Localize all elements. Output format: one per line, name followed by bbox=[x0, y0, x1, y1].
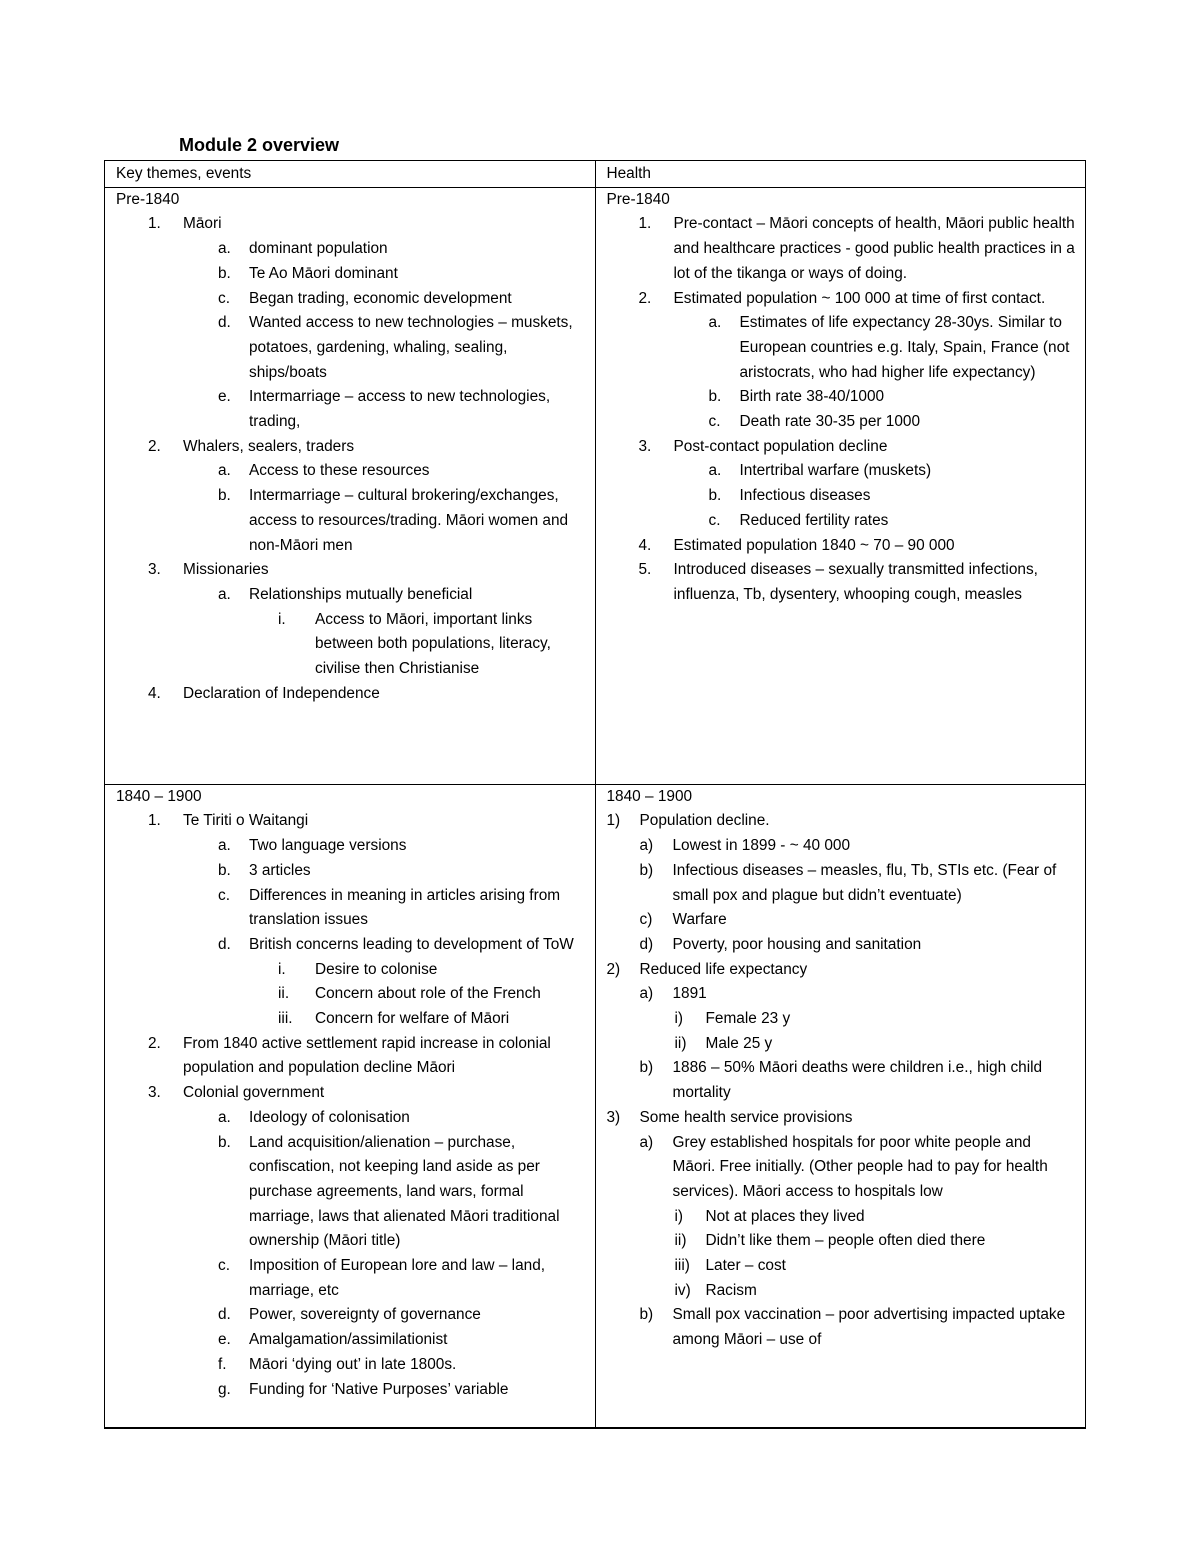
list-item bbox=[607, 809, 1077, 957]
list-item bbox=[183, 385, 586, 434]
list-item-text: Infectious diseases – measles, flu, Tb, STIs etc. (Fear of small pox and plague but didn’t eventuate) bbox=[672, 861, 1057, 904]
list-item bbox=[607, 287, 1077, 435]
list-item-text: Estimated population ~ 100 000 at time of first contact. bbox=[673, 289, 1046, 307]
period-heading: 1840 – 1900 bbox=[116, 787, 202, 805]
header-health: Health bbox=[595, 161, 1086, 188]
list-item-text: Lowest in 1899 - ~ 40 000 bbox=[672, 837, 851, 855]
list-marker: 3. bbox=[638, 437, 652, 455]
list-item-text: Death rate 30-35 per 1000 bbox=[739, 413, 921, 431]
list-marker: 2) bbox=[606, 960, 621, 978]
list-item bbox=[673, 1007, 1077, 1032]
list-item-text: Access to Māori, important links between both populations, literacy, civilise then Christianise bbox=[315, 610, 551, 678]
list-item bbox=[674, 484, 1077, 509]
list-item bbox=[640, 1056, 1077, 1105]
list-item bbox=[183, 1254, 586, 1303]
list-marker: 2. bbox=[148, 1034, 161, 1052]
list-item bbox=[183, 583, 586, 682]
list-marker: 2. bbox=[638, 289, 652, 307]
list-marker: d. bbox=[218, 1306, 231, 1324]
list-marker: b) bbox=[639, 1059, 654, 1077]
list-item bbox=[116, 212, 586, 434]
list-item-text: Some health service provisions bbox=[639, 1108, 853, 1126]
list-item bbox=[673, 1254, 1077, 1279]
list-item-text: Relationships mutually beneficial bbox=[249, 585, 473, 603]
list-marker: ii. bbox=[278, 985, 290, 1003]
list-item bbox=[640, 859, 1077, 908]
list-item-text: Small pox vaccination – poor advertising impacted uptake among Māori – use of bbox=[672, 1306, 1066, 1349]
list-item-text: Birth rate 38-40/1000 bbox=[739, 388, 885, 406]
table-header-row bbox=[105, 161, 1086, 188]
list-item-text: Post-contact population decline bbox=[673, 437, 888, 455]
cell-1840-1900-health bbox=[595, 784, 1086, 1428]
list-item bbox=[607, 212, 1077, 286]
list-marker: c. bbox=[708, 511, 721, 529]
list-marker: c. bbox=[218, 289, 230, 307]
list-marker: d. bbox=[218, 935, 231, 953]
list-item-text: Te Ao Māori dominant bbox=[249, 264, 398, 282]
list-marker: b. bbox=[218, 487, 231, 505]
list-level-2 bbox=[183, 237, 586, 435]
list-item-text: Pre-contact – Māori concepts of health, Māori public health and healthcare practices - good public health practices in a lot of the tikanga or ways of doing. bbox=[673, 215, 1075, 282]
list-marker: d. bbox=[218, 314, 231, 332]
period-heading: 1840 – 1900 bbox=[606, 787, 693, 805]
list-item-text: Not at places they lived bbox=[705, 1207, 865, 1225]
list-item bbox=[607, 558, 1077, 607]
list-item-text: Began trading, economic development bbox=[249, 289, 512, 307]
list-item-text: Intermarriage – cultural brokering/exchanges, access to resources/trading. Māori women and non-Māori men bbox=[249, 487, 569, 554]
list-item bbox=[183, 1303, 586, 1328]
list-item-text: Introduced diseases – sexually transmitted infections, influenza, Tb, dysentery, whooping cough, measles bbox=[673, 561, 1038, 603]
list-level-2 bbox=[640, 1131, 1077, 1353]
list-item bbox=[674, 311, 1077, 385]
list-item bbox=[674, 385, 1077, 410]
list-item-text: Whalers, sealers, traders bbox=[183, 437, 355, 455]
list-item bbox=[673, 1229, 1077, 1254]
list-item bbox=[607, 1106, 1077, 1353]
list-item-text: Infectious diseases bbox=[739, 487, 871, 505]
list-item-text: Concern for welfare of Māori bbox=[315, 1010, 510, 1028]
list-item-text: Intertribal warfare (muskets) bbox=[739, 462, 932, 480]
list-item bbox=[116, 809, 586, 1031]
list-item-text: Estimates of life expectancy 28-30ys. Similar to European countries e.g. Italy, Spain, France (not aristocrats, who had higher life expectancy) bbox=[739, 314, 1070, 381]
list-marker: 1. bbox=[638, 215, 652, 233]
list-item bbox=[249, 982, 586, 1007]
list-marker: b. bbox=[708, 388, 722, 406]
list-item-text: Poverty, poor housing and sanitation bbox=[672, 935, 922, 953]
list-item-text: Female 23 y bbox=[705, 1010, 791, 1028]
list-marker: i) bbox=[674, 1010, 684, 1028]
list-item-text: Desire to colonise bbox=[315, 960, 438, 978]
list-marker: 3. bbox=[148, 561, 161, 579]
list-marker: c. bbox=[708, 413, 721, 431]
list-level-2 bbox=[183, 834, 586, 1032]
list-item bbox=[673, 1032, 1077, 1057]
list-marker: a. bbox=[218, 1108, 231, 1126]
list-marker: 3. bbox=[148, 1084, 161, 1102]
list-item-text: Imposition of European lore and law – land, marriage, etc bbox=[249, 1257, 546, 1299]
list-item-text: Wanted access to new technologies – muskets, potatoes, gardening, whaling, sealing, ships/boats bbox=[249, 314, 573, 381]
list-item bbox=[116, 1081, 586, 1402]
list-marker: 1. bbox=[148, 215, 161, 233]
list-item bbox=[183, 1378, 586, 1403]
list-marker: e. bbox=[218, 388, 231, 406]
list-level-2 bbox=[640, 982, 1077, 1106]
list-item-text: Differences in meaning in articles arising from translation issues bbox=[249, 886, 561, 929]
list-item-text: 1886 – 50% Māori deaths were children i.e., high child mortality bbox=[672, 1059, 1043, 1102]
list-item-text: Reduced life expectancy bbox=[639, 960, 808, 978]
list-marker: a. bbox=[708, 462, 722, 480]
cell-pre1840-themes bbox=[105, 187, 596, 784]
list-item bbox=[673, 1205, 1077, 1230]
list-item-text: Te Tiriti o Waitangi bbox=[183, 812, 309, 830]
list-marker: iii. bbox=[278, 1010, 293, 1028]
page-title: Module 2 overview bbox=[179, 135, 340, 155]
list-item bbox=[183, 1353, 586, 1378]
list-marker: b. bbox=[218, 1133, 231, 1151]
list-level-3 bbox=[673, 1205, 1077, 1304]
list-marker: ii) bbox=[674, 1034, 687, 1052]
list-item bbox=[183, 834, 586, 859]
cell-1840-1900-themes bbox=[105, 784, 596, 1428]
list-item bbox=[607, 534, 1077, 559]
overview-table bbox=[104, 160, 1086, 1429]
list-item bbox=[640, 1303, 1077, 1352]
list-item bbox=[183, 237, 586, 262]
list-item-text: Amalgamation/assimilationist bbox=[249, 1331, 448, 1349]
list-marker: a. bbox=[218, 585, 231, 603]
list-marker: b) bbox=[639, 861, 654, 879]
list-level-3 bbox=[249, 608, 586, 682]
list-level-2 bbox=[640, 834, 1077, 958]
list-level-2 bbox=[674, 459, 1077, 533]
list-marker: a. bbox=[218, 837, 231, 855]
list-item bbox=[183, 311, 586, 385]
list-item-text: Didn’t like them – people often died there bbox=[705, 1232, 986, 1250]
list-marker: b. bbox=[218, 861, 231, 879]
list-item bbox=[183, 1131, 586, 1255]
list-item bbox=[607, 958, 1077, 1106]
list-item bbox=[249, 958, 586, 983]
list-marker: e. bbox=[218, 1331, 231, 1349]
list-item-text: Missionaries bbox=[183, 561, 269, 579]
list-marker: i. bbox=[278, 960, 286, 978]
list-item bbox=[116, 435, 586, 559]
list-item bbox=[183, 884, 586, 933]
list-item-text: Declaration of Independence bbox=[183, 684, 380, 702]
list-marker: 4. bbox=[148, 684, 161, 702]
table-row-pre-1840 bbox=[105, 187, 1086, 784]
period-heading: Pre-1840 bbox=[606, 190, 670, 208]
list-item-text: dominant population bbox=[249, 240, 388, 258]
list-item bbox=[640, 982, 1077, 1056]
list-item bbox=[674, 410, 1077, 435]
list-item bbox=[674, 509, 1077, 534]
list-item-text: Access to these resources bbox=[249, 462, 430, 480]
list-marker: a) bbox=[639, 1133, 654, 1151]
list-marker: c) bbox=[639, 911, 653, 929]
list-level-1 bbox=[116, 212, 586, 706]
list-marker: b. bbox=[708, 487, 722, 505]
list-marker: c. bbox=[218, 886, 230, 904]
list-item-text: Warfare bbox=[672, 911, 727, 929]
list-item-text: Population decline. bbox=[639, 812, 770, 830]
list-item-text: Colonial government bbox=[183, 1084, 325, 1102]
list-marker: 1) bbox=[606, 812, 621, 830]
list-marker: f. bbox=[218, 1355, 227, 1373]
list-marker: g. bbox=[218, 1380, 231, 1398]
list-marker: ii) bbox=[674, 1232, 687, 1250]
list-item bbox=[640, 834, 1077, 859]
header-key-themes: Key themes, events bbox=[105, 161, 596, 188]
list-marker: a. bbox=[708, 314, 722, 332]
list-item-text: Male 25 y bbox=[705, 1034, 773, 1052]
list-item-text: Funding for ‘Native Purposes’ variable bbox=[249, 1380, 509, 1398]
list-marker: a) bbox=[639, 985, 654, 1003]
list-item bbox=[640, 1131, 1077, 1304]
list-item-text: Māori bbox=[183, 215, 222, 233]
list-item bbox=[116, 1032, 586, 1081]
list-item bbox=[116, 558, 586, 682]
list-marker: 2. bbox=[148, 437, 161, 455]
list-item-text: From 1840 active settlement rapid increase in colonial population and population decline Māori bbox=[183, 1034, 551, 1077]
list-item-text: Two language versions bbox=[249, 837, 407, 855]
list-item bbox=[183, 1106, 586, 1131]
list-item-text: Māori ‘dying out’ in late 1800s. bbox=[249, 1355, 457, 1373]
list-item bbox=[183, 859, 586, 884]
list-item-text: Ideology of colonisation bbox=[249, 1108, 410, 1126]
list-marker: 5. bbox=[638, 561, 652, 579]
list-item bbox=[116, 682, 586, 707]
list-marker: d) bbox=[639, 935, 654, 953]
list-marker: i. bbox=[278, 610, 286, 628]
list-item bbox=[183, 262, 586, 287]
list-item-text: Later – cost bbox=[705, 1257, 786, 1275]
list-item bbox=[607, 435, 1077, 534]
list-marker: iii) bbox=[674, 1257, 690, 1275]
list-marker: b) bbox=[639, 1306, 654, 1324]
list-item-text: Reduced fertility rates bbox=[739, 511, 889, 529]
list-item-text: Concern about role of the French bbox=[315, 985, 541, 1003]
list-level-1 bbox=[607, 212, 1077, 607]
list-level-3 bbox=[673, 1007, 1077, 1056]
list-item bbox=[673, 1279, 1077, 1304]
list-item bbox=[183, 459, 586, 484]
list-level-1 bbox=[607, 809, 1077, 1352]
list-item bbox=[674, 459, 1077, 484]
list-item-text: 3 articles bbox=[249, 861, 311, 879]
list-marker: a. bbox=[218, 240, 231, 258]
cell-pre1840-health bbox=[595, 187, 1086, 784]
list-item bbox=[183, 484, 586, 558]
list-item-text: Intermarriage – access to new technologies, trading, bbox=[249, 388, 551, 431]
list-marker: c. bbox=[218, 1257, 230, 1275]
list-marker: iv) bbox=[674, 1281, 691, 1299]
list-item-text: Racism bbox=[705, 1281, 757, 1299]
list-marker: a) bbox=[639, 837, 654, 855]
list-item bbox=[249, 1007, 586, 1032]
list-marker: 4. bbox=[638, 536, 652, 554]
list-level-2 bbox=[183, 459, 586, 558]
period-heading: Pre-1840 bbox=[116, 190, 180, 208]
list-item-text: Power, sovereignty of governance bbox=[249, 1306, 481, 1324]
list-item-text: British concerns leading to development of ToW bbox=[249, 935, 574, 953]
list-marker: i) bbox=[674, 1207, 684, 1225]
table-row-1840-1900 bbox=[105, 784, 1086, 1428]
list-marker: b. bbox=[218, 264, 231, 282]
list-item-text: Estimated population 1840 ~ 70 – 90 000 bbox=[673, 536, 955, 554]
list-marker: 1. bbox=[148, 812, 161, 830]
list-item bbox=[183, 287, 586, 312]
list-marker: 3) bbox=[606, 1108, 621, 1126]
list-level-2 bbox=[674, 311, 1077, 435]
list-item bbox=[183, 933, 586, 1032]
list-item-text: Grey established hospitals for poor white people and Māori. Free initially. (Other people had to pay for health services). Māori access to hospitals low bbox=[672, 1133, 1048, 1200]
list-marker: a. bbox=[218, 462, 231, 480]
list-level-3 bbox=[249, 958, 586, 1032]
list-level-2 bbox=[183, 583, 586, 682]
list-item bbox=[640, 933, 1077, 958]
list-level-2 bbox=[183, 1106, 586, 1402]
list-item-text: Land acquisition/alienation – purchase, confiscation, not keeping land aside as per purchase agreements, land wars, formal marriage, laws that alienated Māori traditional ownership (Māori title) bbox=[249, 1133, 560, 1250]
list-item-text: 1891 bbox=[672, 985, 707, 1003]
list-item bbox=[249, 608, 586, 682]
list-item bbox=[183, 1328, 586, 1353]
list-item bbox=[640, 908, 1077, 933]
list-level-1 bbox=[116, 809, 586, 1402]
